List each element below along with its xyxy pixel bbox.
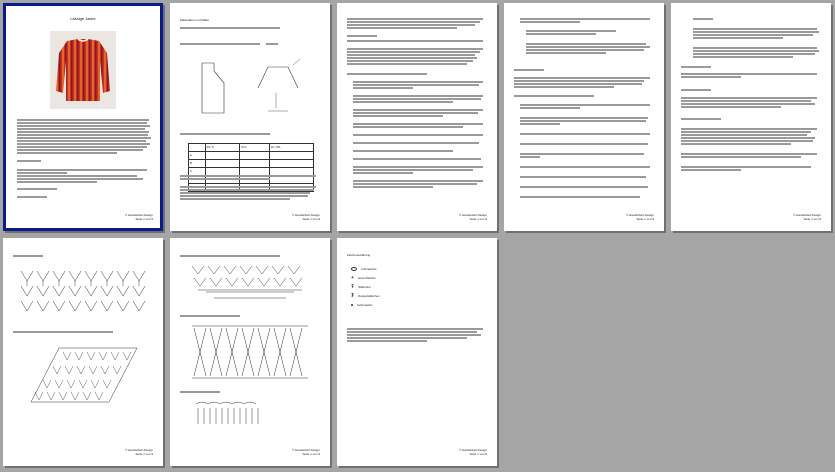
page-3-thumbnail[interactable] bbox=[337, 3, 497, 231]
page-footer: © Handarbeit Design Seite n von 9 bbox=[292, 448, 320, 456]
size-table: XS / S M / L XL / XXL A B C D E bbox=[188, 143, 314, 192]
page-8-thumbnail[interactable] bbox=[337, 238, 497, 466]
crochet-chart-3 bbox=[190, 262, 310, 302]
page-4-thumbnail[interactable] bbox=[504, 3, 664, 231]
slip-stitch-icon bbox=[351, 304, 353, 306]
size-diagram bbox=[188, 53, 318, 128]
page-2-thumbnail[interactable] bbox=[170, 3, 330, 231]
document-title: Lässige Jacke bbox=[70, 16, 96, 21]
chain-symbol-icon bbox=[351, 267, 357, 271]
crochet-chart-4 bbox=[190, 322, 310, 382]
page-footer: © Handarbeit Design Seite n von 9 bbox=[459, 213, 487, 221]
page-footer: © Handarbeit Design Seite n von 9 bbox=[125, 213, 153, 221]
treble-crochet-icon: ₮ bbox=[351, 292, 355, 299]
page-7-thumbnail[interactable] bbox=[170, 238, 330, 466]
page-footer: © Handarbeit Design Seite n von 9 bbox=[459, 448, 487, 456]
legend-title: Zeichenerklärung bbox=[347, 253, 371, 257]
crochet-chart-1 bbox=[19, 266, 147, 316]
crochet-chart-5 bbox=[194, 400, 264, 428]
page-footer: © Handarbeit Design Seite n von 9 bbox=[793, 213, 821, 221]
crochet-chart-2 bbox=[29, 346, 139, 404]
page-footer: © Handarbeit Design Seite n von 9 bbox=[626, 213, 654, 221]
page-1-thumbnail[interactable] bbox=[3, 3, 163, 231]
legend-list: Luftmasche + feste Masche Ŧ Stäbchen ₮ Doppelstäbchen Kettmasche bbox=[351, 266, 380, 307]
page-footer: © Handarbeit Design Seite n von 9 bbox=[125, 448, 153, 456]
page-6-thumbnail[interactable] bbox=[3, 238, 163, 466]
single-crochet-icon: + bbox=[351, 274, 354, 281]
sweater-photo bbox=[50, 31, 116, 109]
page-5-thumbnail[interactable] bbox=[671, 3, 831, 231]
page-footer: © Handarbeit Design Seite n von 9 bbox=[292, 213, 320, 221]
double-crochet-icon: Ŧ bbox=[351, 283, 355, 290]
page2-heading: Materialien und Maße bbox=[180, 18, 210, 22]
